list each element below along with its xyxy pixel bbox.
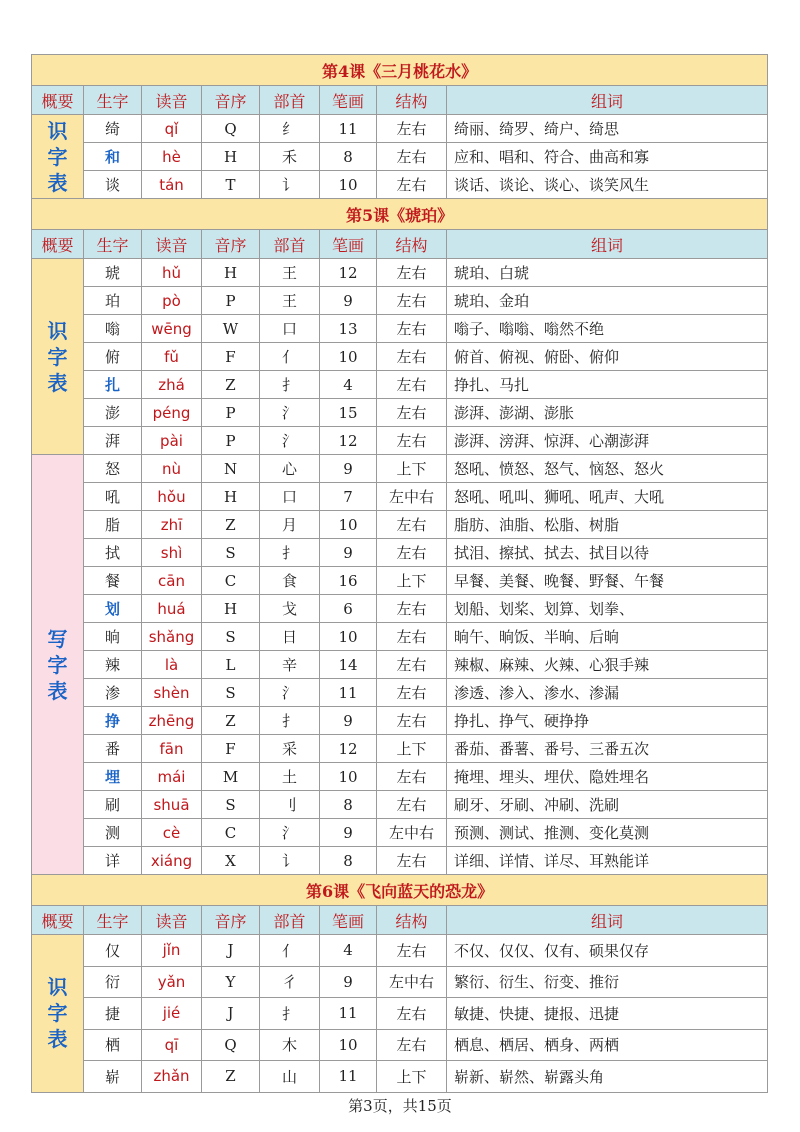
column-header: 音序 bbox=[202, 230, 260, 259]
radical-cell: 采 bbox=[260, 735, 320, 763]
words-cell: 琥珀、白琥 bbox=[447, 259, 768, 287]
char-cell: 俯 bbox=[84, 343, 142, 371]
char-cell: 测 bbox=[84, 819, 142, 847]
column-header: 读音 bbox=[142, 906, 202, 935]
category-char: 写 bbox=[47, 626, 68, 651]
structure-cell: 左右 bbox=[377, 623, 447, 651]
char-cell: 埋 bbox=[84, 763, 142, 791]
words-cell: 脂肪、油脂、松脂、树脂 bbox=[447, 511, 768, 539]
table-row bbox=[32, 651, 768, 679]
words-cell: 刷牙、牙刷、冲刷、洗刷 bbox=[447, 791, 768, 819]
words-cell: 预测、测试、推测、变化莫测 bbox=[447, 819, 768, 847]
table-row bbox=[32, 763, 768, 791]
strokes-cell: 12 bbox=[320, 427, 377, 455]
radical-cell: 辛 bbox=[260, 651, 320, 679]
structure-cell: 左右 bbox=[377, 287, 447, 315]
category-char: 字 bbox=[47, 144, 68, 169]
column-header: 读音 bbox=[142, 230, 202, 259]
char-cell: 湃 bbox=[84, 427, 142, 455]
radical-cell: 王 bbox=[260, 259, 320, 287]
pinyin-cell: hè bbox=[142, 143, 202, 171]
radical-cell: 氵 bbox=[260, 427, 320, 455]
char-cell: 琥 bbox=[84, 259, 142, 287]
char-cell: 渗 bbox=[84, 679, 142, 707]
table-row bbox=[32, 791, 768, 819]
table-row bbox=[32, 259, 768, 287]
radical-cell: 日 bbox=[260, 623, 320, 651]
table-row bbox=[32, 1061, 768, 1093]
words-cell: 详细、详情、详尽、耳熟能详 bbox=[447, 847, 768, 875]
header-row bbox=[32, 230, 768, 259]
table-row bbox=[32, 567, 768, 595]
column-header: 部首 bbox=[260, 86, 320, 115]
initial-cell: P bbox=[202, 427, 260, 455]
radical-cell: 彳 bbox=[260, 966, 320, 998]
radical-cell: 山 bbox=[260, 1061, 320, 1093]
category-char: 表 bbox=[47, 678, 68, 703]
table-row bbox=[32, 539, 768, 567]
radical-cell: 王 bbox=[260, 287, 320, 315]
char-cell: 脂 bbox=[84, 511, 142, 539]
strokes-cell: 11 bbox=[320, 679, 377, 707]
radical-cell: 扌 bbox=[260, 707, 320, 735]
structure-cell: 上下 bbox=[377, 567, 447, 595]
strokes-cell: 10 bbox=[320, 171, 377, 199]
table-row bbox=[32, 595, 768, 623]
pinyin-cell: jié bbox=[142, 998, 202, 1030]
character-table-sheet bbox=[31, 54, 767, 1093]
structure-cell: 上下 bbox=[377, 735, 447, 763]
structure-cell: 左右 bbox=[377, 343, 447, 371]
words-cell: 崭新、崭然、崭露头角 bbox=[447, 1061, 768, 1093]
structure-cell: 上下 bbox=[377, 1061, 447, 1093]
strokes-cell: 9 bbox=[320, 966, 377, 998]
column-header: 音序 bbox=[202, 86, 260, 115]
pinyin-cell: shèn bbox=[142, 679, 202, 707]
radical-cell: 土 bbox=[260, 763, 320, 791]
initial-cell: S bbox=[202, 623, 260, 651]
radical-cell: 口 bbox=[260, 315, 320, 343]
column-header: 概要 bbox=[32, 906, 84, 935]
table-row bbox=[32, 343, 768, 371]
lesson-title-row bbox=[32, 875, 768, 906]
category-char: 字 bbox=[47, 344, 68, 369]
initial-cell: P bbox=[202, 287, 260, 315]
radical-cell: 食 bbox=[260, 567, 320, 595]
strokes-cell: 6 bbox=[320, 595, 377, 623]
initial-cell: Z bbox=[202, 371, 260, 399]
radical-cell: 月 bbox=[260, 511, 320, 539]
pinyin-cell: fǔ bbox=[142, 343, 202, 371]
char-cell: 捷 bbox=[84, 998, 142, 1030]
table-row bbox=[32, 735, 768, 763]
radical-cell: 戈 bbox=[260, 595, 320, 623]
pinyin-cell: yǎn bbox=[142, 966, 202, 998]
column-header: 部首 bbox=[260, 906, 320, 935]
initial-cell: T bbox=[202, 171, 260, 199]
column-header: 笔画 bbox=[320, 86, 377, 115]
structure-cell: 左中右 bbox=[377, 966, 447, 998]
column-header: 读音 bbox=[142, 86, 202, 115]
initial-cell: Z bbox=[202, 707, 260, 735]
strokes-cell: 9 bbox=[320, 539, 377, 567]
radical-cell: 氵 bbox=[260, 679, 320, 707]
column-header: 生字 bbox=[84, 86, 142, 115]
char-cell: 刷 bbox=[84, 791, 142, 819]
column-header: 生字 bbox=[84, 230, 142, 259]
initial-cell: P bbox=[202, 399, 260, 427]
initial-cell: F bbox=[202, 343, 260, 371]
category-char: 识 bbox=[47, 975, 68, 1000]
table-row bbox=[32, 143, 768, 171]
strokes-cell: 8 bbox=[320, 847, 377, 875]
strokes-cell: 8 bbox=[320, 791, 377, 819]
category-label bbox=[32, 935, 84, 1093]
char-cell: 绮 bbox=[84, 115, 142, 143]
column-header: 部首 bbox=[260, 230, 320, 259]
radical-cell: 扌 bbox=[260, 998, 320, 1030]
initial-cell: W bbox=[202, 315, 260, 343]
pinyin-cell: zhá bbox=[142, 371, 202, 399]
pinyin-cell: zhī bbox=[142, 511, 202, 539]
words-cell: 划船、划桨、划算、划拳、 bbox=[447, 595, 768, 623]
strokes-cell: 15 bbox=[320, 399, 377, 427]
strokes-cell: 7 bbox=[320, 483, 377, 511]
category-char: 字 bbox=[47, 652, 68, 677]
radical-cell: 纟 bbox=[260, 115, 320, 143]
words-cell: 辣椒、麻辣、火辣、心狠手辣 bbox=[447, 651, 768, 679]
column-header: 组词 bbox=[447, 906, 768, 935]
structure-cell: 左右 bbox=[377, 763, 447, 791]
char-cell: 衍 bbox=[84, 966, 142, 998]
char-cell: 晌 bbox=[84, 623, 142, 651]
initial-cell: C bbox=[202, 567, 260, 595]
strokes-cell: 14 bbox=[320, 651, 377, 679]
char-cell: 番 bbox=[84, 735, 142, 763]
table-row bbox=[32, 966, 768, 998]
category-char: 表 bbox=[47, 1027, 68, 1052]
pinyin-cell: cè bbox=[142, 819, 202, 847]
char-cell: 和 bbox=[84, 143, 142, 171]
initial-cell: C bbox=[202, 819, 260, 847]
pinyin-cell: mái bbox=[142, 763, 202, 791]
words-cell: 俯首、俯视、俯卧、俯仰 bbox=[447, 343, 768, 371]
radical-cell: 口 bbox=[260, 483, 320, 511]
radical-cell: 心 bbox=[260, 455, 320, 483]
table-row bbox=[32, 399, 768, 427]
words-cell: 绮丽、绮罗、绮户、绮思 bbox=[447, 115, 768, 143]
column-header: 组词 bbox=[447, 230, 768, 259]
structure-cell: 左右 bbox=[377, 115, 447, 143]
strokes-cell: 10 bbox=[320, 763, 377, 791]
initial-cell: H bbox=[202, 595, 260, 623]
structure-cell: 左右 bbox=[377, 427, 447, 455]
structure-cell: 左右 bbox=[377, 315, 447, 343]
strokes-cell: 12 bbox=[320, 259, 377, 287]
words-cell: 挣扎、挣气、硬挣挣 bbox=[447, 707, 768, 735]
strokes-cell: 10 bbox=[320, 623, 377, 651]
char-cell: 栖 bbox=[84, 1029, 142, 1061]
pinyin-cell: shuā bbox=[142, 791, 202, 819]
char-cell: 嗡 bbox=[84, 315, 142, 343]
char-cell: 吼 bbox=[84, 483, 142, 511]
column-header: 结构 bbox=[377, 230, 447, 259]
column-header: 概要 bbox=[32, 230, 84, 259]
structure-cell: 左右 bbox=[377, 143, 447, 171]
strokes-cell: 9 bbox=[320, 287, 377, 315]
strokes-cell: 4 bbox=[320, 371, 377, 399]
pinyin-cell: là bbox=[142, 651, 202, 679]
pinyin-cell: péng bbox=[142, 399, 202, 427]
initial-cell: J bbox=[202, 998, 260, 1030]
pinyin-cell: zhǎn bbox=[142, 1061, 202, 1093]
table-row bbox=[32, 455, 768, 483]
strokes-cell: 9 bbox=[320, 455, 377, 483]
structure-cell: 左右 bbox=[377, 935, 447, 967]
char-cell: 餐 bbox=[84, 567, 142, 595]
initial-cell: Z bbox=[202, 511, 260, 539]
column-header: 结构 bbox=[377, 906, 447, 935]
radical-cell: 氵 bbox=[260, 399, 320, 427]
initial-cell: Q bbox=[202, 115, 260, 143]
structure-cell: 左右 bbox=[377, 371, 447, 399]
char-cell: 怒 bbox=[84, 455, 142, 483]
strokes-cell: 9 bbox=[320, 707, 377, 735]
structure-cell: 左右 bbox=[377, 171, 447, 199]
words-cell: 嗡子、嗡嗡、嗡然不绝 bbox=[447, 315, 768, 343]
lesson-title: 第5课《琥珀》 bbox=[32, 199, 768, 230]
char-cell: 仅 bbox=[84, 935, 142, 967]
words-cell: 渗透、渗入、渗水、渗漏 bbox=[447, 679, 768, 707]
char-cell: 澎 bbox=[84, 399, 142, 427]
table-row bbox=[32, 427, 768, 455]
char-cell: 谈 bbox=[84, 171, 142, 199]
structure-cell: 左右 bbox=[377, 259, 447, 287]
words-cell: 怒吼、愤怒、怒气、恼怒、怒火 bbox=[447, 455, 768, 483]
structure-cell: 左右 bbox=[377, 707, 447, 735]
category-char: 识 bbox=[47, 118, 68, 143]
strokes-cell: 16 bbox=[320, 567, 377, 595]
char-cell: 珀 bbox=[84, 287, 142, 315]
structure-cell: 左右 bbox=[377, 679, 447, 707]
table-row bbox=[32, 1029, 768, 1061]
words-cell: 澎湃、滂湃、惊湃、心潮澎湃 bbox=[447, 427, 768, 455]
words-cell: 应和、唱和、符合、曲高和寡 bbox=[447, 143, 768, 171]
strokes-cell: 9 bbox=[320, 819, 377, 847]
column-header: 生字 bbox=[84, 906, 142, 935]
structure-cell: 左右 bbox=[377, 595, 447, 623]
initial-cell: Q bbox=[202, 1029, 260, 1061]
initial-cell: Z bbox=[202, 1061, 260, 1093]
table-row bbox=[32, 287, 768, 315]
category-label bbox=[32, 259, 84, 455]
strokes-cell: 10 bbox=[320, 343, 377, 371]
table-row bbox=[32, 371, 768, 399]
vocabulary-table bbox=[31, 54, 768, 1093]
strokes-cell: 11 bbox=[320, 998, 377, 1030]
pinyin-cell: xiáng bbox=[142, 847, 202, 875]
initial-cell: N bbox=[202, 455, 260, 483]
words-cell: 谈话、谈论、谈心、谈笑风生 bbox=[447, 171, 768, 199]
lesson-title: 第4课《三月桃花水》 bbox=[32, 55, 768, 86]
strokes-cell: 12 bbox=[320, 735, 377, 763]
words-cell: 挣扎、马扎 bbox=[447, 371, 768, 399]
initial-cell: M bbox=[202, 763, 260, 791]
words-cell: 琥珀、金珀 bbox=[447, 287, 768, 315]
char-cell: 拭 bbox=[84, 539, 142, 567]
radical-cell: 扌 bbox=[260, 539, 320, 567]
table-row bbox=[32, 935, 768, 967]
strokes-cell: 11 bbox=[320, 115, 377, 143]
strokes-cell: 11 bbox=[320, 1061, 377, 1093]
category-char: 识 bbox=[47, 318, 68, 343]
radical-cell: 讠 bbox=[260, 171, 320, 199]
column-header: 音序 bbox=[202, 906, 260, 935]
radical-cell: 禾 bbox=[260, 143, 320, 171]
pinyin-cell: tán bbox=[142, 171, 202, 199]
strokes-cell: 10 bbox=[320, 1029, 377, 1061]
strokes-cell: 4 bbox=[320, 935, 377, 967]
pinyin-cell: pài bbox=[142, 427, 202, 455]
strokes-cell: 8 bbox=[320, 143, 377, 171]
words-cell: 繁衍、衍生、衍变、推衍 bbox=[447, 966, 768, 998]
pinyin-cell: shǎng bbox=[142, 623, 202, 651]
table-row bbox=[32, 847, 768, 875]
structure-cell: 左右 bbox=[377, 847, 447, 875]
pinyin-cell: pò bbox=[142, 287, 202, 315]
words-cell: 拭泪、擦拭、拭去、拭目以待 bbox=[447, 539, 768, 567]
structure-cell: 左右 bbox=[377, 1029, 447, 1061]
words-cell: 不仅、仅仅、仅有、硕果仅存 bbox=[447, 935, 768, 967]
initial-cell: X bbox=[202, 847, 260, 875]
lesson-title-row bbox=[32, 199, 768, 230]
structure-cell: 左右 bbox=[377, 399, 447, 427]
table-row bbox=[32, 819, 768, 847]
column-header: 笔画 bbox=[320, 906, 377, 935]
structure-cell: 左右 bbox=[377, 791, 447, 819]
words-cell: 早餐、美餐、晚餐、野餐、午餐 bbox=[447, 567, 768, 595]
pinyin-cell: jǐn bbox=[142, 935, 202, 967]
words-cell: 敏捷、快捷、捷报、迅捷 bbox=[447, 998, 768, 1030]
words-cell: 掩埋、埋头、埋伏、隐姓埋名 bbox=[447, 763, 768, 791]
pinyin-cell: hǔ bbox=[142, 259, 202, 287]
lesson-title: 第6课《飞向蓝天的恐龙》 bbox=[32, 875, 768, 906]
pinyin-cell: fān bbox=[142, 735, 202, 763]
initial-cell: H bbox=[202, 143, 260, 171]
initial-cell: S bbox=[202, 539, 260, 567]
radical-cell: 亻 bbox=[260, 343, 320, 371]
char-cell: 辣 bbox=[84, 651, 142, 679]
radical-cell: 讠 bbox=[260, 847, 320, 875]
initial-cell: F bbox=[202, 735, 260, 763]
pinyin-cell: nù bbox=[142, 455, 202, 483]
header-row bbox=[32, 86, 768, 115]
column-header: 组词 bbox=[447, 86, 768, 115]
category-label bbox=[32, 115, 84, 199]
strokes-cell: 13 bbox=[320, 315, 377, 343]
pinyin-cell: hǒu bbox=[142, 483, 202, 511]
page-footer: 第3页，共15页 bbox=[348, 1097, 452, 1115]
column-header: 结构 bbox=[377, 86, 447, 115]
table-row bbox=[32, 998, 768, 1030]
pinyin-cell: huá bbox=[142, 595, 202, 623]
char-cell: 详 bbox=[84, 847, 142, 875]
initial-cell: L bbox=[202, 651, 260, 679]
initial-cell: Y bbox=[202, 966, 260, 998]
initial-cell: S bbox=[202, 679, 260, 707]
category-char: 表 bbox=[47, 170, 68, 195]
lesson-title-row bbox=[32, 55, 768, 86]
radical-cell: 木 bbox=[260, 1029, 320, 1061]
column-header: 笔画 bbox=[320, 230, 377, 259]
pinyin-cell: shì bbox=[142, 539, 202, 567]
structure-cell: 左右 bbox=[377, 539, 447, 567]
pinyin-cell: qǐ bbox=[142, 115, 202, 143]
table-row bbox=[32, 315, 768, 343]
header-row bbox=[32, 906, 768, 935]
radical-cell: 亻 bbox=[260, 935, 320, 967]
pinyin-cell: qī bbox=[142, 1029, 202, 1061]
initial-cell: H bbox=[202, 259, 260, 287]
pinyin-cell: wēng bbox=[142, 315, 202, 343]
table-row bbox=[32, 679, 768, 707]
radical-cell: 刂 bbox=[260, 791, 320, 819]
category-label bbox=[32, 455, 84, 875]
structure-cell: 左中右 bbox=[377, 819, 447, 847]
words-cell: 澎湃、澎湖、澎胀 bbox=[447, 399, 768, 427]
words-cell: 怒吼、吼叫、狮吼、吼声、大吼 bbox=[447, 483, 768, 511]
table-row bbox=[32, 483, 768, 511]
category-char: 表 bbox=[47, 370, 68, 395]
char-cell: 崭 bbox=[84, 1061, 142, 1093]
table-row bbox=[32, 171, 768, 199]
initial-cell: S bbox=[202, 791, 260, 819]
char-cell: 挣 bbox=[84, 707, 142, 735]
words-cell: 晌午、晌饭、半晌、后晌 bbox=[447, 623, 768, 651]
category-char: 字 bbox=[47, 1001, 68, 1026]
initial-cell: J bbox=[202, 935, 260, 967]
initial-cell: H bbox=[202, 483, 260, 511]
char-cell: 扎 bbox=[84, 371, 142, 399]
structure-cell: 左右 bbox=[377, 998, 447, 1030]
table-row bbox=[32, 623, 768, 651]
words-cell: 栖息、栖居、栖身、两栖 bbox=[447, 1029, 768, 1061]
table-row bbox=[32, 707, 768, 735]
pinyin-cell: zhēng bbox=[142, 707, 202, 735]
structure-cell: 左中右 bbox=[377, 483, 447, 511]
radical-cell: 扌 bbox=[260, 371, 320, 399]
column-header: 概要 bbox=[32, 86, 84, 115]
table-row bbox=[32, 115, 768, 143]
table-row bbox=[32, 511, 768, 539]
structure-cell: 左右 bbox=[377, 511, 447, 539]
structure-cell: 左右 bbox=[377, 651, 447, 679]
char-cell: 划 bbox=[84, 595, 142, 623]
words-cell: 番茄、番薯、番号、三番五次 bbox=[447, 735, 768, 763]
pinyin-cell: cān bbox=[142, 567, 202, 595]
strokes-cell: 10 bbox=[320, 511, 377, 539]
radical-cell: 氵 bbox=[260, 819, 320, 847]
structure-cell: 上下 bbox=[377, 455, 447, 483]
